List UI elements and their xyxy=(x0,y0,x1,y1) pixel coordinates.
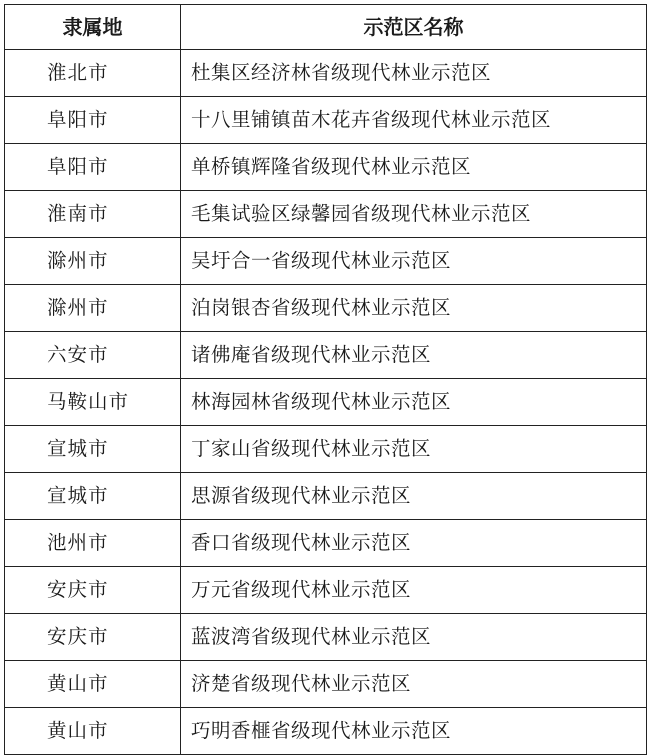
table-row xyxy=(5,238,647,285)
row-zone-name: 丁家山省级现代林业示范区 xyxy=(181,426,647,473)
table-row xyxy=(5,426,647,473)
table-row xyxy=(5,285,647,332)
table-row xyxy=(5,473,647,520)
row-zone-name: 香口省级现代林业示范区 xyxy=(181,520,647,567)
row-city: 马鞍山市 xyxy=(5,379,181,426)
row-zone-name: 杜集区经济林省级现代林业示范区 xyxy=(181,50,647,97)
header-affiliation: 隶属地 xyxy=(5,5,181,50)
table-row xyxy=(5,567,647,614)
row-zone-name: 济楚省级现代林业示范区 xyxy=(181,661,647,708)
row-city: 宣城市 xyxy=(5,473,181,520)
row-zone-name: 思源省级现代林业示范区 xyxy=(181,473,647,520)
row-zone-name: 单桥镇辉隆省级现代林业示范区 xyxy=(181,144,647,191)
row-zone-name: 诸佛庵省级现代林业示范区 xyxy=(181,332,647,379)
row-zone-name: 吴圩合一省级现代林业示范区 xyxy=(181,238,647,285)
table-row xyxy=(5,661,647,708)
table-row xyxy=(5,614,647,661)
row-city: 阜阳市 xyxy=(5,144,181,191)
row-city: 淮南市 xyxy=(5,191,181,238)
row-zone-name: 毛集试验区绿馨园省级现代林业示范区 xyxy=(181,191,647,238)
row-city: 池州市 xyxy=(5,520,181,567)
row-zone-name: 巧明香榧省级现代林业示范区 xyxy=(181,708,647,755)
demonstration-zone-table xyxy=(4,4,647,755)
table-row xyxy=(5,97,647,144)
row-city: 滁州市 xyxy=(5,285,181,332)
demonstration-zone-table-container xyxy=(4,4,646,755)
row-city: 六安市 xyxy=(5,332,181,379)
row-zone-name: 万元省级现代林业示范区 xyxy=(181,567,647,614)
row-city: 阜阳市 xyxy=(5,97,181,144)
row-zone-name: 十八里铺镇苗木花卉省级现代林业示范区 xyxy=(181,97,647,144)
row-city: 黄山市 xyxy=(5,708,181,755)
table-header-row xyxy=(5,5,647,50)
table-row xyxy=(5,708,647,755)
table-row xyxy=(5,50,647,97)
row-zone-name: 泊岗银杏省级现代林业示范区 xyxy=(181,285,647,332)
row-city: 宣城市 xyxy=(5,426,181,473)
table-row xyxy=(5,520,647,567)
table-row xyxy=(5,144,647,191)
row-city: 淮北市 xyxy=(5,50,181,97)
row-zone-name: 蓝波湾省级现代林业示范区 xyxy=(181,614,647,661)
row-city: 安庆市 xyxy=(5,614,181,661)
header-zone-name: 示范区名称 xyxy=(181,5,647,50)
table-row xyxy=(5,332,647,379)
table-row xyxy=(5,191,647,238)
row-zone-name: 林海园林省级现代林业示范区 xyxy=(181,379,647,426)
table-row xyxy=(5,379,647,426)
row-city: 黄山市 xyxy=(5,661,181,708)
row-city: 安庆市 xyxy=(5,567,181,614)
row-city: 滁州市 xyxy=(5,238,181,285)
